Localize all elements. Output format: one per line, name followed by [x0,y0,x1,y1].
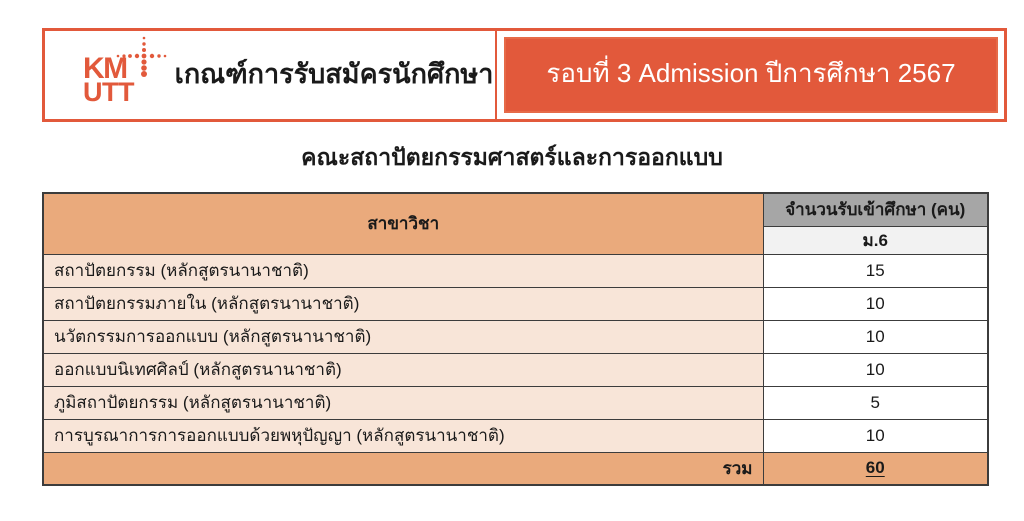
admission-table [42,192,989,486]
table-row [43,287,988,320]
program-name-cell: สถาปัตยกรรมภายใน (หลักสูตรนานาชาติ) [43,287,763,320]
intake-count-cell: 10 [763,419,988,452]
faculty-subtitle: คณะสถาปัตยกรรมศาสตร์และการออกแบบ [301,144,723,170]
column-header-intake: จำนวนรับเข้าศึกษา (คน) [763,193,988,226]
column-header-level-m6: ม.6 [763,226,988,254]
header-right-panel [497,31,1004,119]
total-row [43,452,988,485]
intake-count-cell: 10 [763,353,988,386]
table-row [43,320,988,353]
intake-count-cell: 15 [763,254,988,287]
intake-count-cell: 10 [763,320,988,353]
program-name-cell: นวัตกรรมการออกแบบ (หลักสูตรนานาชาติ) [43,320,763,353]
logo-line-km: KM [83,52,127,85]
total-value-number: 60 [865,458,885,478]
intake-count-cell: 10 [763,287,988,320]
table-row [43,353,988,386]
round-banner: รอบที่ 3 Admission ปีการศึกษา 2567 [504,37,998,113]
program-name-cell: สถาปัตยกรรม (หลักสูตรนานาชาติ) [43,254,763,287]
intake-count-cell: 5 [763,386,988,419]
header-box [42,28,1007,122]
program-name-cell: การบูรณาการการออกแบบด้วยพหุปัญญา (หลักสูตรนานาชาติ) [43,419,763,452]
table-row [43,419,988,452]
program-name-cell: ออกแบบนิเทศศิลป์ (หลักสูตรนานาชาติ) [43,353,763,386]
table-row [43,254,988,287]
column-header-program: สาขาวิชา [43,193,763,254]
logo-text [83,52,134,108]
table-header-row-1 [43,193,988,226]
program-name-cell: ภูมิสถาปัตยกรรม (หลักสูตรนานาชาติ) [43,386,763,419]
total-value [763,452,988,485]
header-left-panel [45,31,497,119]
table-row [43,386,988,419]
kmutt-logo [61,32,173,118]
total-label: รวม [43,452,763,485]
logo-line-utt: UTT [83,77,134,108]
page-title: เกณฑ์การรับสมัครนักศึกษา [174,58,494,89]
